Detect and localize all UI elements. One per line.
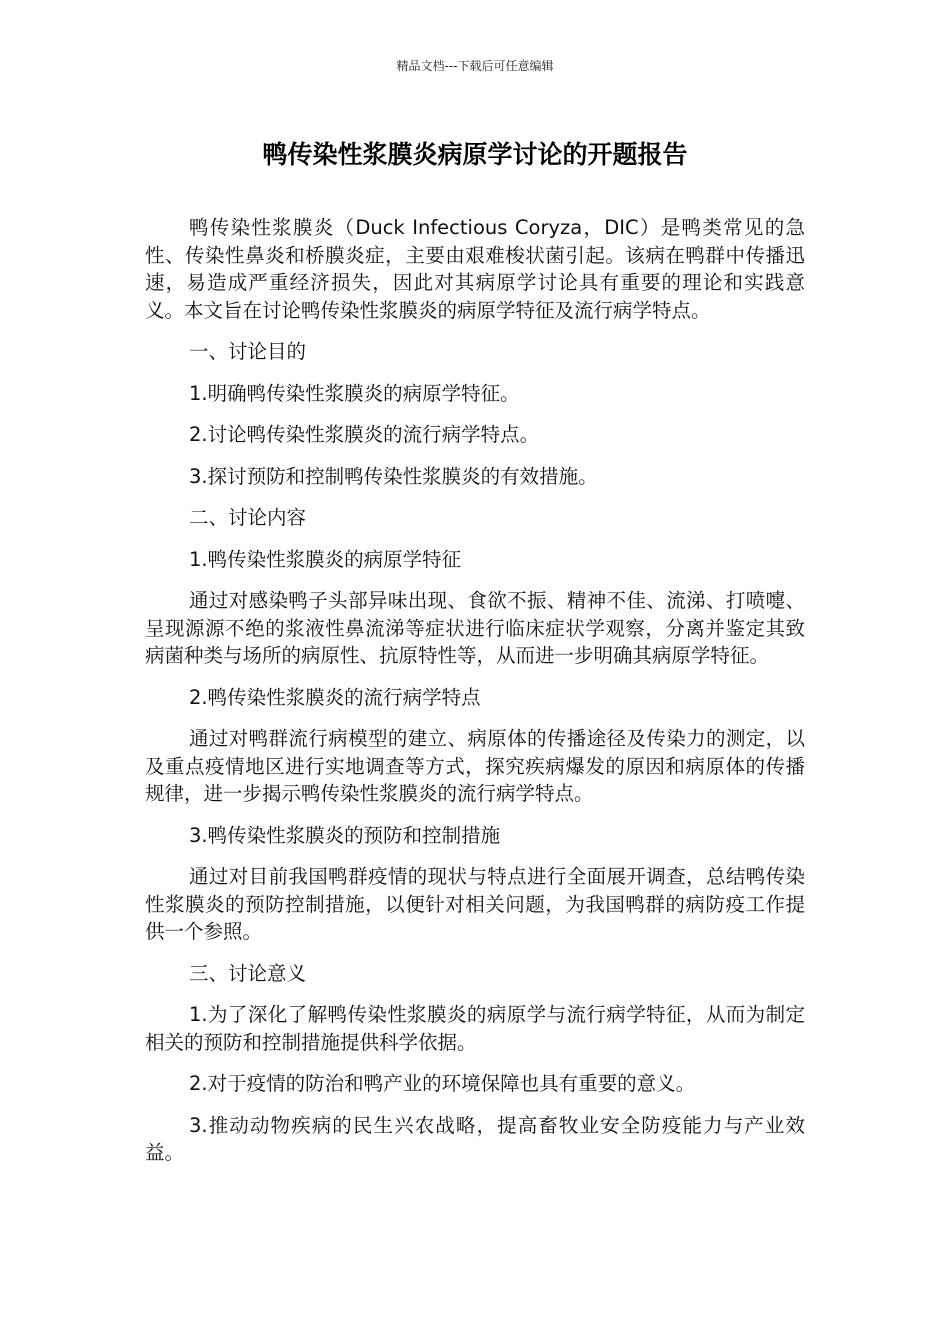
document-body — [145, 214, 805, 1181]
purpose-item-3: 3.探讨预防和控制鸭传染性浆膜炎的有效措施。 — [189, 464, 598, 488]
content-paragraph-2: 通过对鸭群流行病模型的建立、病原体的传播途径及传染力的测定，以及重点疫情地区进行实地调查等方式，探究疾病爆发的原因和病原体的传播规律，进一步揭示鸭传染性浆膜炎的流行病学特点。 — [145, 727, 805, 805]
section-heading-content: 二、讨论内容 — [189, 506, 307, 529]
significance-item-1: 1.为了深化了解鸭传染性浆膜炎的病原学与流行病学特征，从而为制定相关的预防和控制措施提供科学依据。 — [145, 1003, 805, 1054]
content-subheading-2: 2.鸭传染性浆膜炎的流行病学特点 — [189, 685, 481, 709]
significance-item-2: 2.对于疫情的防治和鸭产业的环境保障也具有重要的意义。 — [189, 1072, 696, 1095]
significance-item-3: 3.推动动物疾病的民生兴农战略，提高畜牧业安全防疫能力与产业效益。 — [145, 1113, 805, 1164]
intro-paragraph: 鸭传染性浆膜炎（Duck Infectious Coryza，DIC）是鸭类常见的急性、传染性鼻炎和桥膜炎症，主要由艰难梭状菌引起。该病在鸭群中传播迅速，易造成严重经济损失，因此对其病原学讨论具有重要的理论和实践意义。本文旨在讨论鸭传染性浆膜炎的病原学特征及流行病学特点。 — [145, 216, 805, 322]
document-title: 鸭传染性浆膜炎病原学讨论的开题报告 — [262, 140, 688, 169]
section-heading-significance: 三、讨论意义 — [189, 961, 307, 985]
purpose-item-1: 1.明确鸭传染性浆膜炎的病原学特征。 — [189, 381, 520, 405]
content-paragraph-1: 通过对感染鸭子头部异味出现、食欲不振、精神不佳、流涕、打喷嚏、呈现源源不绝的浆液性鼻流涕等症状进行临床症状学观察，分离并鉴定其致病菌种类与场所的病原性、抗原特性等，从而进一步明确其病原学特征。 — [145, 589, 805, 667]
purpose-item-2: 2.讨论鸭传染性浆膜炎的流行病学特点。 — [189, 423, 540, 446]
section-heading-purpose: 一、讨论目的 — [189, 340, 307, 363]
content-subheading-1: 1.鸭传染性浆膜炎的病原学特征 — [189, 547, 462, 571]
content-subheading-3: 3.鸭传染性浆膜炎的预防和控制措施 — [189, 823, 501, 847]
page-header-watermark: 精品文档---下载后可任意编辑 — [396, 59, 554, 73]
content-paragraph-3: 通过对目前我国鸭群疫情的现状与特点进行全面展开调查，总结鸭传染性浆膜炎的预防控制措施，以便针对相关问题，为我国鸭群的病防疫工作提供一个参照。 — [145, 865, 805, 943]
